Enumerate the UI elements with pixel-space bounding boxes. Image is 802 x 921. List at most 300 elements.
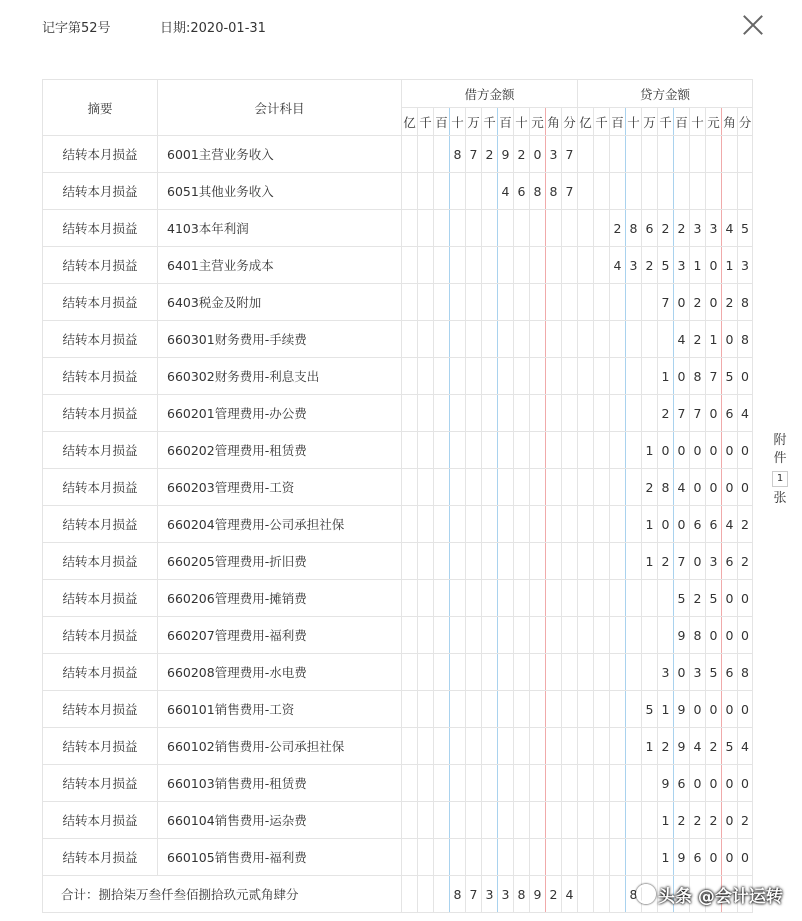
debit-digit — [466, 321, 482, 358]
credit-digit: 2 — [690, 284, 706, 321]
credit-digit: 0 — [690, 691, 706, 728]
table-row[interactable] — [43, 691, 753, 728]
row-account[interactable]: 660203管理费用-工资 — [158, 469, 402, 506]
debit-digit — [482, 210, 498, 247]
voucher-date: 日期:2020-01-31 — [160, 21, 266, 36]
row-summary[interactable]: 结转本月损益 — [43, 691, 158, 728]
digit-unit-debit: 十 — [450, 108, 466, 136]
debit-digit — [402, 543, 418, 580]
debit-digit — [402, 136, 418, 173]
credit-digit: 0 — [674, 654, 690, 691]
total-label: 合计：捌拾柒万叁仟叁佰捌拾玖元贰角肆分 — [43, 876, 402, 913]
debit-digit — [466, 469, 482, 506]
row-account[interactable]: 660104销售费用-运杂费 — [158, 802, 402, 839]
credit-digit: 5 — [738, 210, 753, 247]
debit-digit — [498, 469, 514, 506]
credit-digit: 0 — [722, 765, 738, 802]
table-row[interactable] — [43, 506, 753, 543]
credit-digit: 3 — [658, 654, 674, 691]
row-account[interactable]: 6001主营业务收入 — [158, 136, 402, 173]
debit-digit — [530, 543, 546, 580]
row-account[interactable]: 660207管理费用-福利费 — [158, 617, 402, 654]
credit-digit: 0 — [738, 358, 753, 395]
credit-digit — [722, 173, 738, 210]
debit-digit — [482, 173, 498, 210]
credit-digit — [674, 173, 690, 210]
debit-digit: 7 — [562, 173, 578, 210]
debit-digit — [562, 839, 578, 876]
credit-digit — [626, 802, 642, 839]
debit-digit — [466, 617, 482, 654]
row-summary[interactable]: 结转本月损益 — [43, 654, 158, 691]
row-summary[interactable]: 结转本月损益 — [43, 210, 158, 247]
credit-digit: 1 — [658, 358, 674, 395]
debit-digit — [562, 543, 578, 580]
credit-digit — [578, 654, 594, 691]
credit-digit: 0 — [658, 432, 674, 469]
row-summary[interactable]: 结转本月损益 — [43, 136, 158, 173]
credit-digit — [626, 136, 642, 173]
debit-digit — [546, 358, 562, 395]
debit-digit — [450, 432, 466, 469]
debit-digit — [434, 247, 450, 284]
row-account[interactable]: 660301财务费用-手续费 — [158, 321, 402, 358]
debit-digit — [498, 580, 514, 617]
row-account[interactable]: 660201管理费用-办公费 — [158, 395, 402, 432]
credit-digit: 1 — [642, 728, 658, 765]
row-account[interactable]: 660208管理费用-水电费 — [158, 654, 402, 691]
debit-digit — [450, 728, 466, 765]
debit-digit — [466, 654, 482, 691]
table-row[interactable] — [43, 432, 753, 469]
debit-digit — [498, 284, 514, 321]
table-row[interactable] — [43, 839, 753, 876]
table-row[interactable] — [43, 358, 753, 395]
debit-digit — [482, 432, 498, 469]
credit-digit: 0 — [674, 506, 690, 543]
debit-digit — [514, 543, 530, 580]
digit-unit-credit: 千 — [658, 108, 674, 136]
table-row[interactable] — [43, 543, 753, 580]
credit-digit — [594, 432, 610, 469]
credit-digit — [610, 691, 626, 728]
debit-digit — [546, 580, 562, 617]
debit-digit — [546, 617, 562, 654]
debit-digit — [546, 765, 562, 802]
credit-digit — [578, 691, 594, 728]
table-row[interactable] — [43, 321, 753, 358]
credit-digit: 2 — [722, 284, 738, 321]
debit-digit — [530, 469, 546, 506]
credit-digit — [578, 432, 594, 469]
credit-digit — [642, 358, 658, 395]
credit-digit: 3 — [690, 654, 706, 691]
debit-digit — [466, 358, 482, 395]
debit-digit — [418, 728, 434, 765]
total-credit-digit — [610, 876, 626, 913]
credit-digit: 2 — [706, 728, 722, 765]
debit-digit — [530, 728, 546, 765]
credit-digit: 5 — [658, 247, 674, 284]
row-account[interactable]: 660102销售费用-公司承担社保 — [158, 728, 402, 765]
debit-digit — [418, 691, 434, 728]
credit-digit — [578, 506, 594, 543]
credit-digit — [658, 136, 674, 173]
row-summary[interactable]: 结转本月损益 — [43, 358, 158, 395]
credit-digit — [642, 617, 658, 654]
debit-digit — [450, 210, 466, 247]
credit-digit: 4 — [690, 728, 706, 765]
row-account[interactable]: 660103销售费用-租赁费 — [158, 765, 402, 802]
row-account[interactable]: 660206管理费用-摊销费 — [158, 580, 402, 617]
credit-digit: 0 — [722, 432, 738, 469]
credit-digit: 5 — [722, 358, 738, 395]
debit-digit — [562, 802, 578, 839]
table-row[interactable] — [43, 728, 753, 765]
debit-digit — [482, 728, 498, 765]
row-summary[interactable]: 结转本月损益 — [43, 802, 158, 839]
debit-digit: 2 — [482, 136, 498, 173]
credit-digit: 9 — [674, 839, 690, 876]
row-summary[interactable]: 结转本月损益 — [43, 247, 158, 284]
digit-unit-debit: 千 — [418, 108, 434, 136]
debit-digit — [514, 802, 530, 839]
credit-digit: 0 — [738, 765, 753, 802]
table-row[interactable] — [43, 284, 753, 321]
debit-digit — [450, 284, 466, 321]
debit-digit — [498, 506, 514, 543]
debit-digit — [482, 654, 498, 691]
credit-digit: 0 — [738, 617, 753, 654]
row-summary[interactable]: 结转本月损益 — [43, 728, 158, 765]
credit-digit — [594, 321, 610, 358]
table-row[interactable] — [43, 765, 753, 802]
debit-digit — [466, 543, 482, 580]
digit-unit-credit: 角 — [722, 108, 738, 136]
credit-digit: 3 — [738, 247, 753, 284]
digit-unit-credit: 万 — [642, 108, 658, 136]
credit-digit — [610, 358, 626, 395]
debit-digit — [466, 284, 482, 321]
debit-digit — [530, 284, 546, 321]
row-account[interactable]: 660101销售费用-工资 — [158, 691, 402, 728]
row-summary[interactable]: 结转本月损益 — [43, 580, 158, 617]
credit-digit: 4 — [722, 210, 738, 247]
credit-digit — [594, 802, 610, 839]
credit-digit — [578, 802, 594, 839]
debit-digit — [514, 469, 530, 506]
credit-digit: 7 — [674, 543, 690, 580]
credit-digit — [690, 173, 706, 210]
debit-digit — [434, 432, 450, 469]
debit-digit — [450, 469, 466, 506]
debit-digit — [450, 173, 466, 210]
credit-digit: 8 — [738, 284, 753, 321]
debit-digit — [418, 839, 434, 876]
debit-digit — [434, 654, 450, 691]
credit-digit — [578, 617, 594, 654]
credit-digit — [578, 321, 594, 358]
row-summary[interactable]: 结转本月损益 — [43, 617, 158, 654]
debit-digit — [418, 617, 434, 654]
credit-digit: 1 — [658, 802, 674, 839]
debit-digit — [402, 765, 418, 802]
debit-digit — [530, 358, 546, 395]
debit-digit — [530, 506, 546, 543]
credit-digit — [594, 765, 610, 802]
total-credit-digit — [578, 876, 594, 913]
credit-digit: 0 — [722, 802, 738, 839]
credit-digit: 3 — [706, 210, 722, 247]
debit-digit — [402, 395, 418, 432]
debit-digit — [434, 395, 450, 432]
debit-digit — [402, 210, 418, 247]
credit-digit: 0 — [690, 543, 706, 580]
debit-digit — [466, 247, 482, 284]
credit-digit — [610, 173, 626, 210]
table-row[interactable] — [43, 395, 753, 432]
row-account[interactable]: 6051其他业务收入 — [158, 173, 402, 210]
debit-digit — [514, 321, 530, 358]
debit-digit — [402, 580, 418, 617]
credit-digit — [738, 136, 753, 173]
debit-digit — [434, 617, 450, 654]
credit-digit: 5 — [706, 580, 722, 617]
credit-digit — [658, 617, 674, 654]
debit-digit — [450, 654, 466, 691]
credit-digit — [578, 580, 594, 617]
debit-digit — [418, 136, 434, 173]
attachment-label-mid: 件 — [773, 451, 787, 466]
credit-digit: 3 — [674, 247, 690, 284]
credit-digit — [658, 580, 674, 617]
debit-digit: 7 — [562, 136, 578, 173]
debit-digit — [562, 691, 578, 728]
credit-digit — [658, 173, 674, 210]
debit-digit — [402, 839, 418, 876]
row-summary[interactable]: 结转本月损益 — [43, 321, 158, 358]
row-account[interactable]: 6403税金及附加 — [158, 284, 402, 321]
row-account[interactable]: 660205管理费用-折旧费 — [158, 543, 402, 580]
table-row[interactable] — [43, 247, 753, 284]
credit-digit: 2 — [642, 469, 658, 506]
credit-digit: 0 — [706, 839, 722, 876]
attachment-count-input[interactable]: 1 — [772, 471, 788, 487]
debit-digit — [450, 802, 466, 839]
credit-digit: 6 — [722, 395, 738, 432]
debit-digit — [450, 765, 466, 802]
debit-digit — [562, 765, 578, 802]
row-account[interactable]: 660105销售费用-福利费 — [158, 839, 402, 876]
debit-digit — [434, 136, 450, 173]
debit-digit — [498, 543, 514, 580]
credit-digit: 1 — [706, 321, 722, 358]
debit-digit — [418, 765, 434, 802]
debit-digit — [562, 506, 578, 543]
row-account[interactable]: 6401主营业务成本 — [158, 247, 402, 284]
credit-digit — [642, 580, 658, 617]
credit-digit: 0 — [722, 580, 738, 617]
row-account[interactable]: 660204管理费用-公司承担社保 — [158, 506, 402, 543]
credit-digit: 1 — [658, 691, 674, 728]
debit-digit — [546, 654, 562, 691]
digit-unit-debit: 千 — [482, 108, 498, 136]
debit-digit — [514, 395, 530, 432]
credit-digit — [578, 284, 594, 321]
total-debit-digit: 3 — [482, 876, 498, 913]
watermark-icon — [636, 884, 656, 904]
credit-digit: 8 — [738, 321, 753, 358]
credit-digit: 4 — [722, 506, 738, 543]
credit-digit: 0 — [706, 432, 722, 469]
debit-digit — [546, 691, 562, 728]
credit-digit — [594, 728, 610, 765]
debit-digit — [530, 247, 546, 284]
debit-digit — [402, 469, 418, 506]
debit-digit: 0 — [530, 136, 546, 173]
digit-unit-debit: 百 — [498, 108, 514, 136]
row-account[interactable]: 660202管理费用-租赁费 — [158, 432, 402, 469]
debit-digit — [530, 802, 546, 839]
debit-digit — [546, 506, 562, 543]
table-row[interactable] — [43, 210, 753, 247]
credit-digit: 1 — [642, 543, 658, 580]
debit-digit — [482, 580, 498, 617]
credit-digit: 6 — [722, 654, 738, 691]
credit-digit — [594, 247, 610, 284]
credit-digit: 1 — [642, 506, 658, 543]
credit-digit: 0 — [722, 691, 738, 728]
credit-digit: 7 — [690, 395, 706, 432]
table-row[interactable] — [43, 654, 753, 691]
row-summary[interactable]: 结转本月损益 — [43, 765, 158, 802]
debit-digit — [482, 247, 498, 284]
credit-digit — [642, 839, 658, 876]
digit-unit-debit: 分 — [562, 108, 578, 136]
total-credit-digit — [594, 876, 610, 913]
credit-digit: 6 — [706, 506, 722, 543]
credit-digit: 8 — [690, 358, 706, 395]
debit-digit — [546, 395, 562, 432]
debit-digit — [434, 506, 450, 543]
debit-digit — [498, 654, 514, 691]
credit-digit: 0 — [674, 358, 690, 395]
header-account: 会计科目 — [158, 80, 402, 136]
close-icon[interactable] — [740, 12, 766, 38]
total-credit-digit: 8 — [626, 876, 642, 913]
credit-digit: 3 — [706, 543, 722, 580]
credit-digit: 5 — [722, 728, 738, 765]
debit-digit — [466, 506, 482, 543]
debit-digit — [562, 728, 578, 765]
credit-digit: 0 — [706, 469, 722, 506]
credit-digit — [626, 432, 642, 469]
debit-digit — [562, 321, 578, 358]
debit-digit — [450, 691, 466, 728]
table-row[interactable] — [43, 469, 753, 506]
debit-digit: 8 — [546, 173, 562, 210]
debit-digit — [482, 543, 498, 580]
credit-digit — [626, 395, 642, 432]
debit-digit — [466, 839, 482, 876]
total-debit-digit — [402, 876, 418, 913]
credit-digit — [578, 728, 594, 765]
debit-digit — [466, 432, 482, 469]
header-credit: 贷方金额 — [578, 80, 753, 108]
debit-digit — [562, 617, 578, 654]
debit-digit — [402, 691, 418, 728]
voucher-table — [42, 79, 753, 913]
credit-digit: 7 — [658, 284, 674, 321]
credit-digit: 2 — [674, 802, 690, 839]
debit-digit — [530, 321, 546, 358]
header-debit: 借方金额 — [402, 80, 578, 108]
credit-digit — [642, 802, 658, 839]
credit-digit — [626, 654, 642, 691]
voucher-number: 记字第52号 — [42, 21, 111, 36]
table-row[interactable] — [43, 580, 753, 617]
credit-digit — [594, 654, 610, 691]
row-summary[interactable]: 结转本月损益 — [43, 469, 158, 506]
debit-digit — [418, 469, 434, 506]
debit-digit — [562, 247, 578, 284]
credit-digit — [594, 543, 610, 580]
row-summary[interactable]: 结转本月损益 — [43, 839, 158, 876]
credit-digit: 2 — [610, 210, 626, 247]
row-summary[interactable]: 结转本月损益 — [43, 284, 158, 321]
debit-digit — [418, 284, 434, 321]
row-account[interactable]: 660302财务费用-利息支出 — [158, 358, 402, 395]
row-summary[interactable]: 结转本月损益 — [43, 395, 158, 432]
debit-digit — [514, 691, 530, 728]
row-summary[interactable]: 结转本月损益 — [43, 506, 158, 543]
digit-unit-debit: 角 — [546, 108, 562, 136]
table-row[interactable] — [43, 136, 753, 173]
credit-digit: 8 — [738, 654, 753, 691]
debit-digit — [498, 358, 514, 395]
credit-digit — [610, 839, 626, 876]
row-summary[interactable]: 结转本月损益 — [43, 173, 158, 210]
debit-digit — [418, 654, 434, 691]
debit-digit — [402, 728, 418, 765]
credit-digit: 2 — [738, 802, 753, 839]
total-debit-digit — [434, 876, 450, 913]
credit-digit: 0 — [658, 506, 674, 543]
table-row[interactable] — [43, 802, 753, 839]
credit-digit: 4 — [674, 469, 690, 506]
table-row[interactable] — [43, 173, 753, 210]
credit-digit: 0 — [706, 247, 722, 284]
credit-digit: 2 — [658, 210, 674, 247]
credit-digit: 8 — [658, 469, 674, 506]
row-account[interactable]: 4103本年利润 — [158, 210, 402, 247]
credit-digit — [610, 654, 626, 691]
credit-digit: 6 — [722, 543, 738, 580]
debit-digit — [562, 210, 578, 247]
debit-digit — [546, 247, 562, 284]
debit-digit — [434, 469, 450, 506]
credit-digit: 5 — [674, 580, 690, 617]
credit-digit — [626, 617, 642, 654]
row-summary[interactable]: 结转本月损益 — [43, 543, 158, 580]
credit-digit — [642, 173, 658, 210]
credit-digit — [626, 765, 642, 802]
table-row[interactable] — [43, 617, 753, 654]
debit-digit — [466, 802, 482, 839]
debit-digit — [418, 358, 434, 395]
digit-unit-credit: 十 — [690, 108, 706, 136]
row-summary[interactable]: 结转本月损益 — [43, 432, 158, 469]
